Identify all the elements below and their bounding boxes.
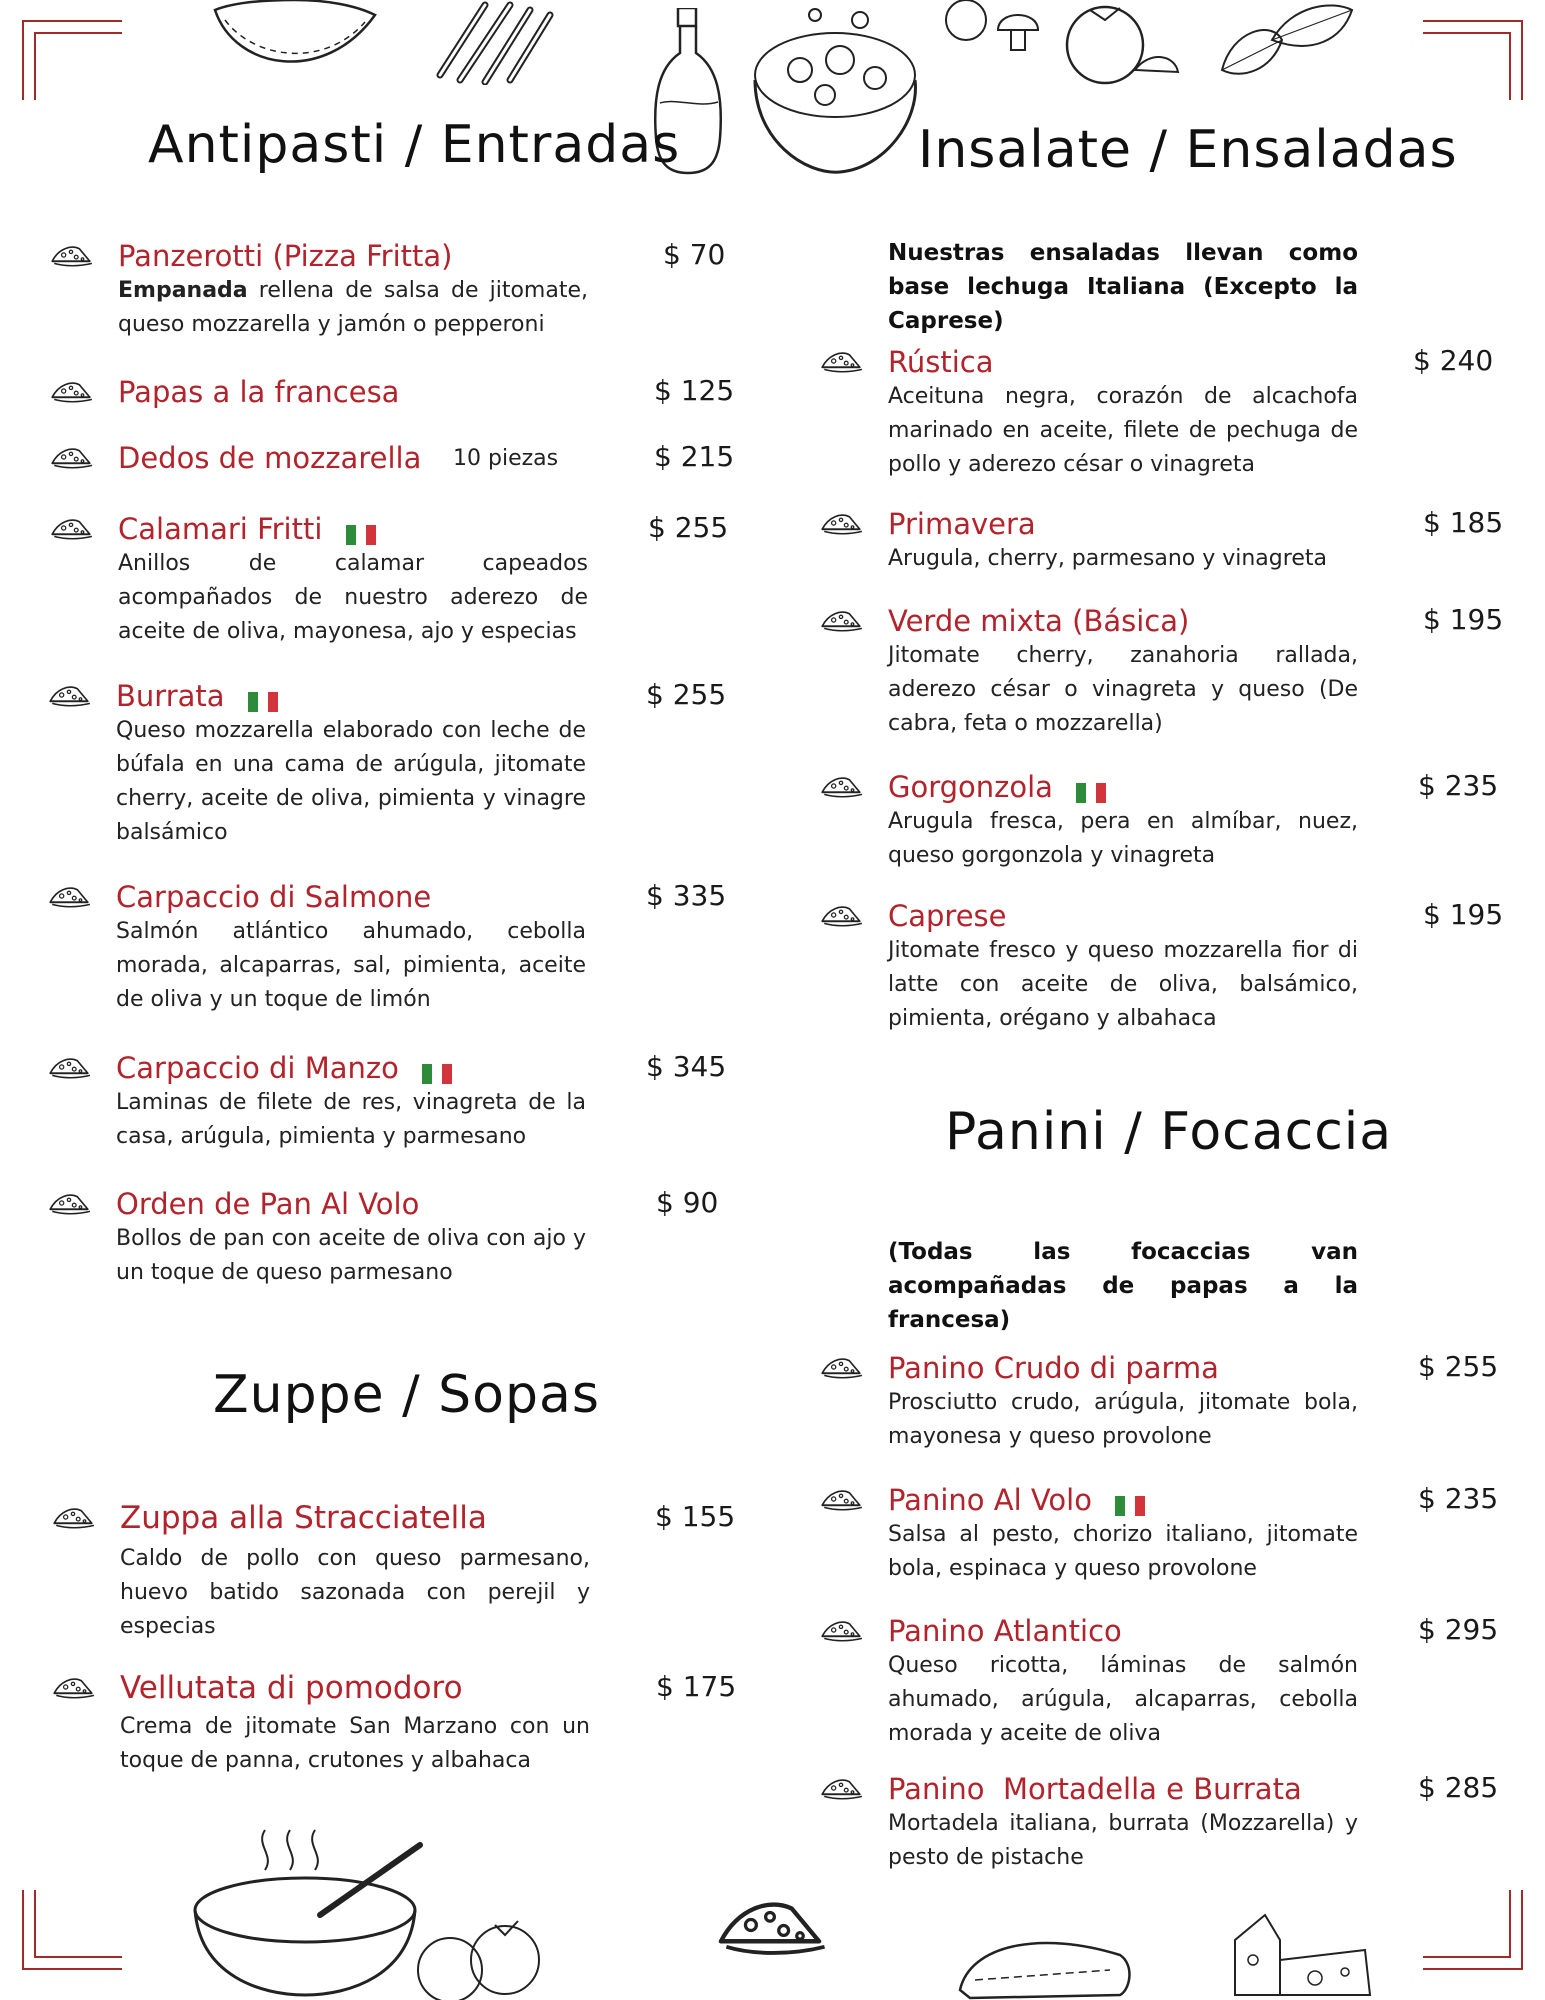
menu-item: [120, 1500, 736, 1644]
empanada-sketch-icon: [205, 0, 385, 85]
menu-item: [888, 898, 1504, 1036]
corner-frame-top-left: [22, 20, 132, 100]
menu-item: [116, 678, 726, 850]
pizza-slice-icon: [818, 348, 864, 374]
item-price: $ 345: [646, 1050, 727, 1083]
pizza-slice-icon: [46, 1190, 92, 1216]
pizza-slice-icon: [818, 1775, 864, 1801]
item-price: $ 70: [663, 238, 726, 271]
panini-title: Panini / Focaccia: [945, 1102, 1393, 1162]
pizza-slice-icon: [50, 1504, 96, 1530]
item-price: $ 215: [654, 440, 735, 473]
pizza-slice-icon: [46, 1054, 92, 1080]
italian-flag-icon: [248, 692, 280, 712]
pizza-slice-icon: [818, 607, 864, 633]
menu-item: [888, 1613, 1498, 1751]
item-name: Panino Atlantico: [888, 1614, 1122, 1648]
menu-item: [888, 1482, 1498, 1586]
item-price: $ 255: [646, 678, 727, 711]
insalate-title: Insalate / Ensaladas: [918, 120, 1458, 180]
corner-frame-top-right: [1413, 20, 1523, 100]
cheese-sketch-icon: [1225, 1910, 1375, 2000]
item-name: Panino Crudo di parma: [888, 1351, 1219, 1385]
item-description: Mortadela italiana, burrata (Mozzarella) y pesto de pistache: [888, 1811, 1358, 1870]
item-name: Rústica: [888, 345, 994, 379]
menu-item: [118, 440, 735, 476]
item-description: Salsa al pesto, chorizo italiano, jitomate bola, espinaca y queso provolone: [888, 1522, 1358, 1581]
pizza-slice-icon: [50, 1674, 96, 1700]
italian-flag-icon: [1115, 1496, 1147, 1516]
item-price: $ 235: [1418, 769, 1499, 802]
item-name: Verde mixta (Básica): [888, 604, 1190, 638]
item-price: $ 295: [1418, 1613, 1499, 1646]
menu-item: [888, 1350, 1498, 1454]
insalate-note: Nuestras ensaladas llevan como base lechuga Italiana (Excepto la Caprese): [888, 240, 1358, 334]
tomato-sketch-icon: [1060, 0, 1180, 90]
item-description: Salmón atlántico ahumado, cebolla morada, alcaparras, sal, pimienta, aceite de oliva y un toque de limón: [116, 919, 586, 1012]
item-price: $ 235: [1418, 1482, 1499, 1515]
pizza-slice-sketch-icon: [710, 1890, 830, 1960]
breadsticks-sketch-icon: [425, 0, 565, 85]
item-description: Jitomate cherry, zanahoria rallada, aderezo césar o vinagreta y queso (De cabra, feta o mozzarella): [888, 643, 1358, 736]
item-description: Arugula fresca, pera en almíbar, nuez, queso gorgonzola y vinagreta: [888, 809, 1358, 868]
menu-item: [888, 1771, 1498, 1875]
pizza-slice-icon: [818, 1617, 864, 1643]
item-price: $ 255: [1418, 1350, 1499, 1383]
italian-flag-icon: [346, 525, 378, 545]
pizza-slice-icon: [48, 242, 94, 268]
item-description: Aceituna negra, corazón de alcachofa marinado en aceite, filete de pechuga de pollo y aderezo césar o vinagreta: [888, 384, 1358, 477]
item-price: $ 255: [648, 511, 729, 544]
item-price: $ 155: [655, 1500, 736, 1533]
corner-frame-bottom-right: [1413, 1890, 1523, 1970]
item-description: Queso ricotta, láminas de salmón ahumado, arúgula, alcaparras, cebolla morada y aceite de oliva: [888, 1653, 1358, 1746]
menu-item: [118, 511, 728, 649]
item-name: Panzerotti (Pizza Fritta): [118, 239, 453, 273]
item-price: $ 240: [1413, 344, 1494, 377]
item-name: Carpaccio di Salmone: [116, 880, 432, 914]
item-quantity: 10 piezas: [453, 446, 559, 471]
pizza-slice-icon: [818, 773, 864, 799]
item-name: Burrata: [116, 679, 225, 713]
item-name: Gorgonzola: [888, 770, 1053, 804]
pizza-slice-icon: [48, 378, 94, 404]
item-name: Papas a la francesa: [118, 375, 400, 409]
basil-sketch-icon: [1212, 0, 1362, 85]
item-name: Calamari Fritti: [118, 512, 323, 546]
mushroom-sketch-icon: [938, 0, 1048, 60]
item-name: Caprese: [888, 899, 1007, 933]
item-name: Carpaccio di Manzo: [116, 1051, 399, 1085]
item-description: Queso mozzarella elaborado con leche de búfala en una cama de arúgula, jitomate cherry, aceite de oliva, pimienta y vinagre balsámico: [116, 718, 586, 845]
item-description: Prosciutto crudo, arúgula, jitomate bola, mayonesa y queso provolone: [888, 1390, 1358, 1449]
item-price: $ 195: [1423, 898, 1504, 931]
pizza-slice-icon: [48, 444, 94, 470]
item-name: Orden de Pan Al Volo: [116, 1187, 420, 1221]
pizza-slice-icon: [818, 1486, 864, 1512]
item-price: $ 90: [656, 1186, 719, 1219]
menu-item: [118, 238, 728, 342]
pizza-slice-icon: [48, 515, 94, 541]
panini-note: (Todas las focaccias van acompañadas de papas a la francesa): [888, 1239, 1358, 1333]
menu-item: [888, 603, 1504, 741]
item-description: Bollos de pan con aceite de oliva con ajo y un toque de queso parmesano: [116, 1226, 586, 1285]
corner-frame-bottom-left: [22, 1890, 132, 1970]
italian-flag-icon: [422, 1064, 454, 1084]
item-price: $ 175: [656, 1670, 737, 1703]
pizza-slice-icon: [818, 1354, 864, 1380]
salad-bowl-sketch-icon: [745, 0, 925, 180]
item-description: Jitomate fresco y queso mozzarella fior di latte con aceite de oliva, balsámico, pimienta, orégano y albahaca: [888, 938, 1358, 1031]
item-name: Panino Mortadella e Burrata: [888, 1772, 1302, 1806]
item-description: Anillos de calamar capeados acompañados de nuestro aderezo de aceite de oliva, mayonesa, ajo y especias: [118, 551, 588, 644]
item-description: Caldo de pollo con queso parmesano, huevo batido sazonada con perejil y especias: [120, 1546, 590, 1639]
pizza-slice-icon: [818, 510, 864, 536]
item-name: Primavera: [888, 507, 1036, 541]
antipasti-title: Antipasti / Entradas: [148, 115, 681, 175]
item-price: $ 185: [1423, 506, 1504, 539]
item-name: Panino Al Volo: [888, 1483, 1092, 1517]
item-name: Zuppa alla Stracciatella: [120, 1500, 487, 1536]
zuppe-title: Zuppe / Sopas: [213, 1365, 600, 1425]
item-description: Laminas de filete de res, vinagreta de la casa, arúgula, pimienta y parmesano: [116, 1090, 586, 1149]
panini-sketch-icon: [950, 1930, 1140, 2000]
item-description: Empanada rellena de salsa de jitomate, queso mozzarella y jamón o pepperoni: [118, 278, 588, 337]
tomatoes-sketch-icon: [410, 1915, 550, 2000]
menu-item: [116, 1050, 726, 1154]
item-description: Crema de jitomate San Marzano con un toque de panna, crutones y albahaca: [120, 1714, 590, 1773]
menu-item: [116, 1186, 726, 1290]
item-description: Arugula, cherry, parmesano y vinagreta: [888, 546, 1327, 571]
menu-item: [888, 506, 1504, 576]
menu-item: [888, 769, 1498, 873]
menu-item: [116, 879, 726, 1017]
pizza-slice-icon: [818, 902, 864, 928]
item-price: $ 125: [654, 374, 735, 407]
item-price: $ 285: [1418, 1771, 1499, 1804]
item-price: $ 195: [1423, 603, 1504, 636]
soup-bowl-sketch-icon: [180, 1825, 440, 2000]
menu-item: [888, 344, 1498, 482]
pizza-slice-icon: [46, 883, 92, 909]
menu-item: [118, 374, 735, 410]
pizza-slice-icon: [46, 682, 92, 708]
item-name: Dedos de mozzarella: [118, 441, 422, 475]
item-name: Vellutata di pomodoro: [120, 1670, 463, 1706]
italian-flag-icon: [1076, 783, 1108, 803]
menu-item: [120, 1670, 737, 1778]
item-price: $ 335: [646, 879, 727, 912]
